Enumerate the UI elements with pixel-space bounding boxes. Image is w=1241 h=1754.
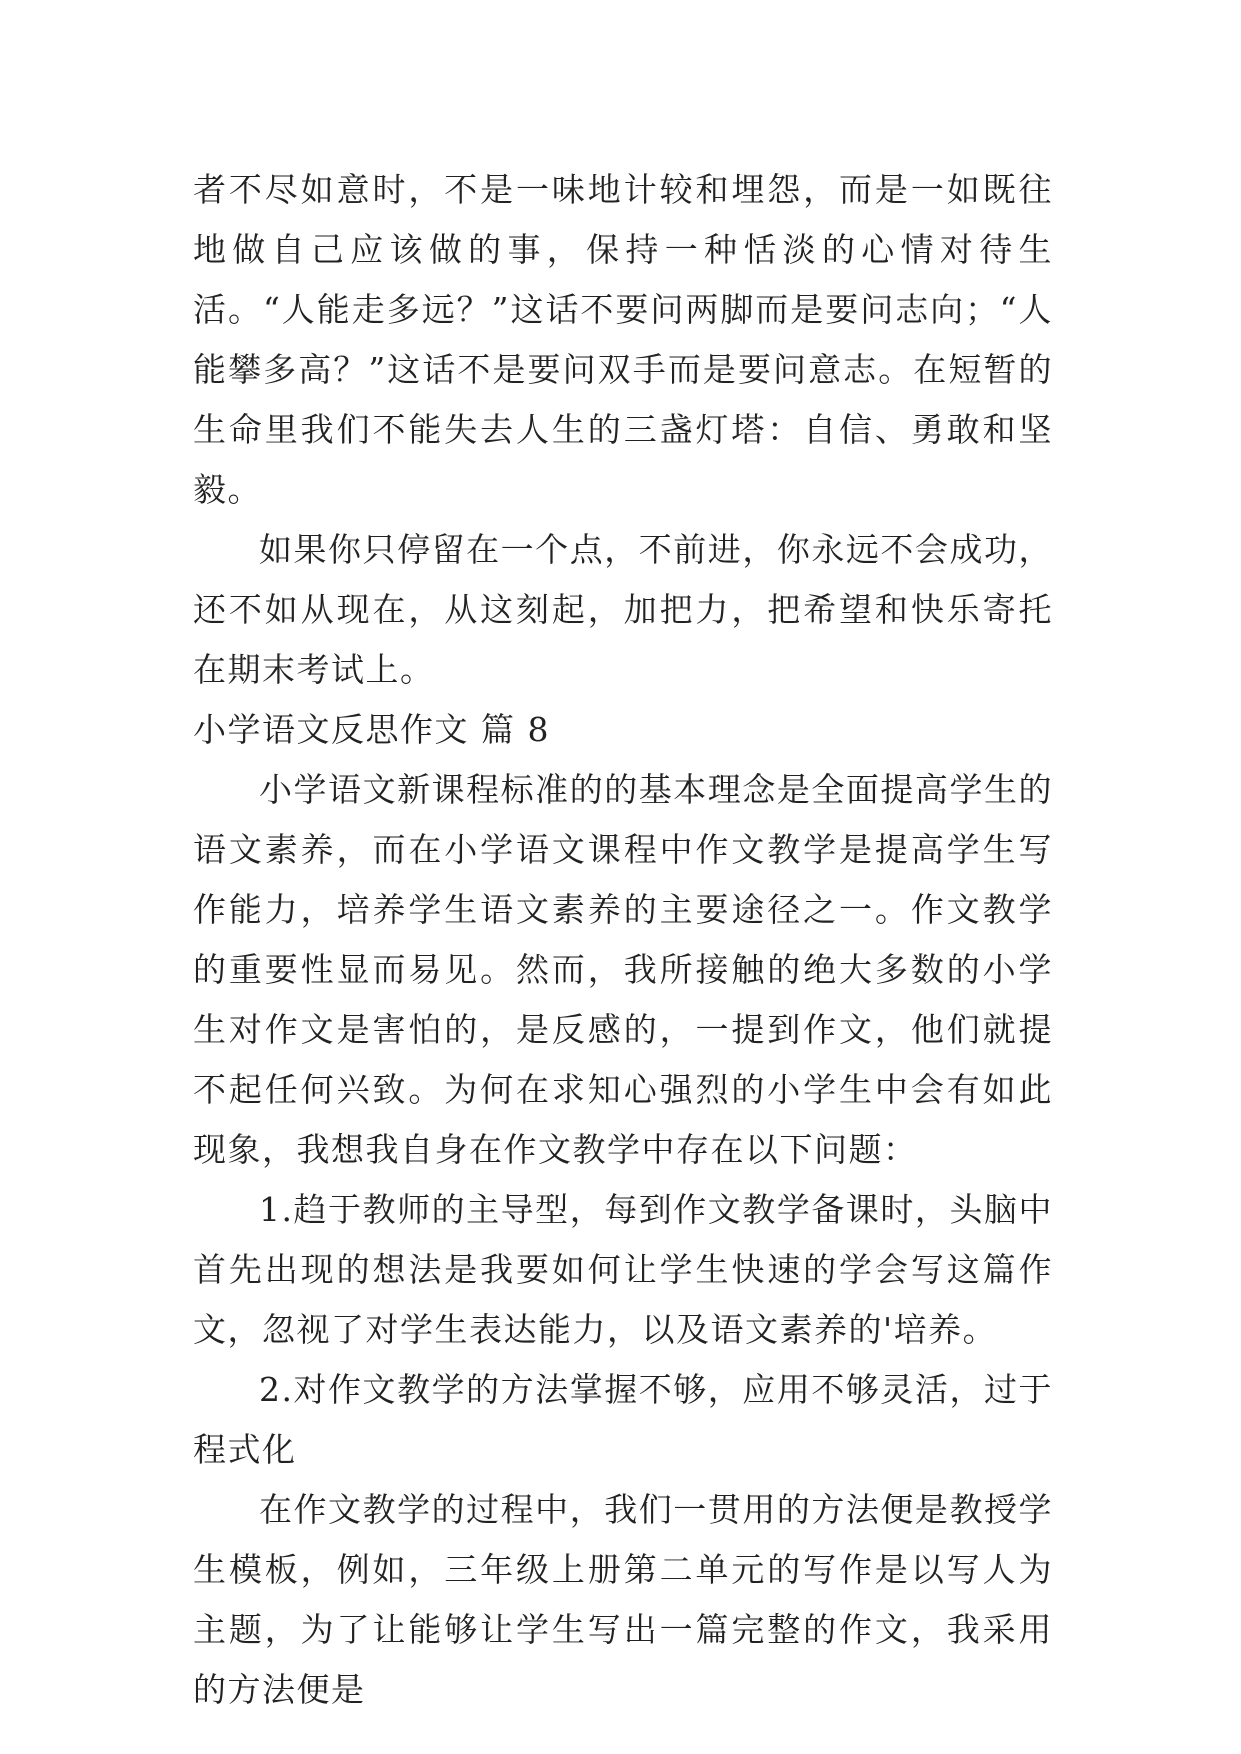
- paragraph-2: 如果你只停留在一个点，不前进，你永远不会成功，还不如从现在，从这刻起，加把力，把希望和快乐寄托在期末考试上。: [193, 530, 1053, 689]
- paragraph-1: 者不尽如意时，不是一味地计较和埋怨，而是一如既往地做自己应该做的事，保持一种恬淡的心情对待生活。“人能走多远？”这话不要问两脚而是要问志向；“人能攀多高？”这话不是要问双手而是要问意志。在短暂的生命里我们不能失去人生的三盏灯塔：自信、勇敢和坚毅。: [193, 170, 1053, 509]
- paragraph-4: 1.趋于教师的主导型，每到作文教学备课时，头脑中首先出现的想法是我要如何让学生快速的学会写这篇作文，忽视了对学生表达能力，以及语文素养的'培养。: [193, 1190, 1053, 1349]
- paragraph-3: 小学语文新课程标准的的基本理念是全面提高学生的语文素养，而在小学语文课程中作文教学是提高学生写作能力，培养学生语文素养的主要途径之一。作文教学的重要性显而易见。然而，我所接触的绝大多数的小学生对作文是害怕的，是反感的，一提到作文，他们就提不起任何兴致。为何在求知心强烈的小学生中会有如此现象，我想我自身在作文教学中存在以下问题：: [193, 770, 1053, 1169]
- paragraph-6: 在作文教学的过程中，我们一贯用的方法便是教授学生模板，例如，三年级上册第二单元的写作是以写人为主题，为了让能够让学生写出一篇完整的作文，我采用的方法便是: [193, 1490, 1053, 1709]
- document-body: [193, 160, 1053, 1720]
- paragraph-5: 2.对作文教学的方法掌握不够，应用不够灵活，过于程式化: [193, 1370, 1053, 1469]
- section-heading: 小学语文反思作文 篇 8: [193, 710, 550, 749]
